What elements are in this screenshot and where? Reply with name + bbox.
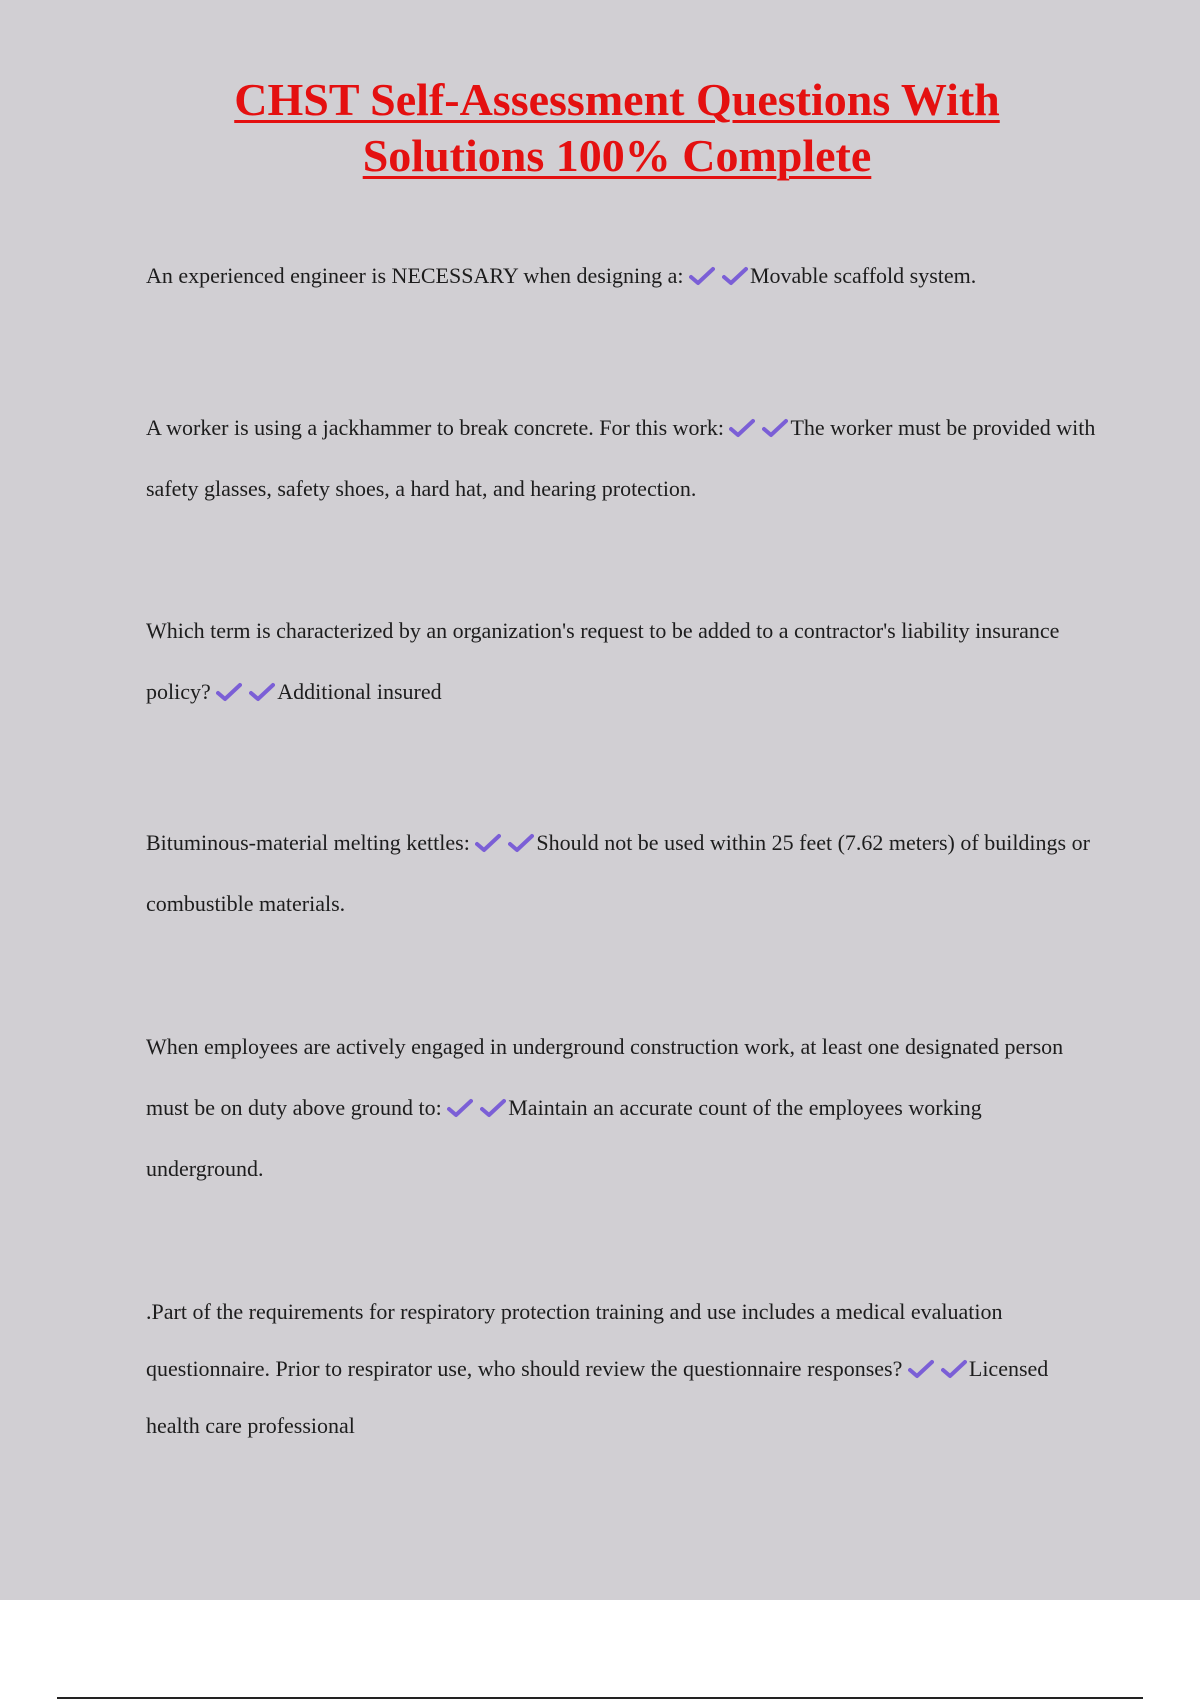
question-text: A worker is using a jackhammer to break concrete. For this work: bbox=[146, 415, 724, 440]
question-text: An experienced engineer is NECESSARY when designing a: bbox=[146, 263, 684, 288]
answer-marker bbox=[475, 830, 536, 855]
answer-text: Should not be used within 25 feet (7.62 meters) of buildings or combustible materials. bbox=[146, 830, 1090, 916]
checkmark-icon bbox=[508, 833, 534, 853]
checkmark-icon bbox=[722, 266, 748, 286]
checkmark-icon bbox=[729, 418, 755, 438]
qa-item bbox=[146, 1283, 1096, 1454]
footer-divider bbox=[57, 1697, 1143, 1699]
checkmark-icon bbox=[762, 418, 788, 438]
checkmark-icon bbox=[480, 1098, 506, 1118]
question-text: .Part of the requirements for respiratory protection training and use includes a medical evaluation questionnaire. Prior to respirator use, who should review the questionnaire responses? bbox=[146, 1299, 1003, 1381]
answer-marker bbox=[908, 1356, 969, 1381]
answer-marker bbox=[729, 415, 790, 440]
qa-item bbox=[146, 600, 1096, 722]
qa-item bbox=[146, 812, 1096, 934]
checkmark-icon bbox=[908, 1359, 934, 1379]
checkmark-icon bbox=[216, 682, 242, 702]
answer-marker bbox=[689, 263, 750, 288]
checkmark-icon bbox=[475, 833, 501, 853]
qa-item bbox=[146, 397, 1096, 519]
qa-item bbox=[146, 245, 1096, 306]
question-text: Bituminous-material melting kettles: bbox=[146, 830, 470, 855]
checkmark-icon bbox=[689, 266, 715, 286]
question-text: Which term is characterized by an organization's request to be added to a contractor's liability insurance policy? bbox=[146, 618, 1060, 704]
answer-text: The worker must be provided with safety glasses, safety shoes, a hard hat, and hearing protection. bbox=[146, 415, 1096, 501]
document-title bbox=[0, 72, 1200, 184]
checkmark-icon bbox=[249, 682, 275, 702]
answer-text: Licensed health care professional bbox=[146, 1356, 1049, 1438]
question-text: When employees are actively engaged in underground construction work, at least one designated person must be on duty above ground to: bbox=[146, 1034, 1064, 1120]
answer-text: Additional insured bbox=[277, 679, 442, 704]
title-line-1: CHST Self-Assessment Questions With bbox=[234, 74, 1000, 125]
checkmark-icon bbox=[447, 1098, 473, 1118]
answer-marker bbox=[447, 1095, 508, 1120]
checkmark-icon bbox=[941, 1359, 967, 1379]
answer-text: Movable scaffold system. bbox=[749, 263, 977, 288]
title-line-2: Solutions 100% Complete bbox=[362, 130, 872, 181]
qa-item bbox=[146, 1016, 1096, 1199]
answer-text: Maintain an accurate count of the employees working underground. bbox=[146, 1095, 982, 1181]
answer-marker bbox=[216, 679, 277, 704]
